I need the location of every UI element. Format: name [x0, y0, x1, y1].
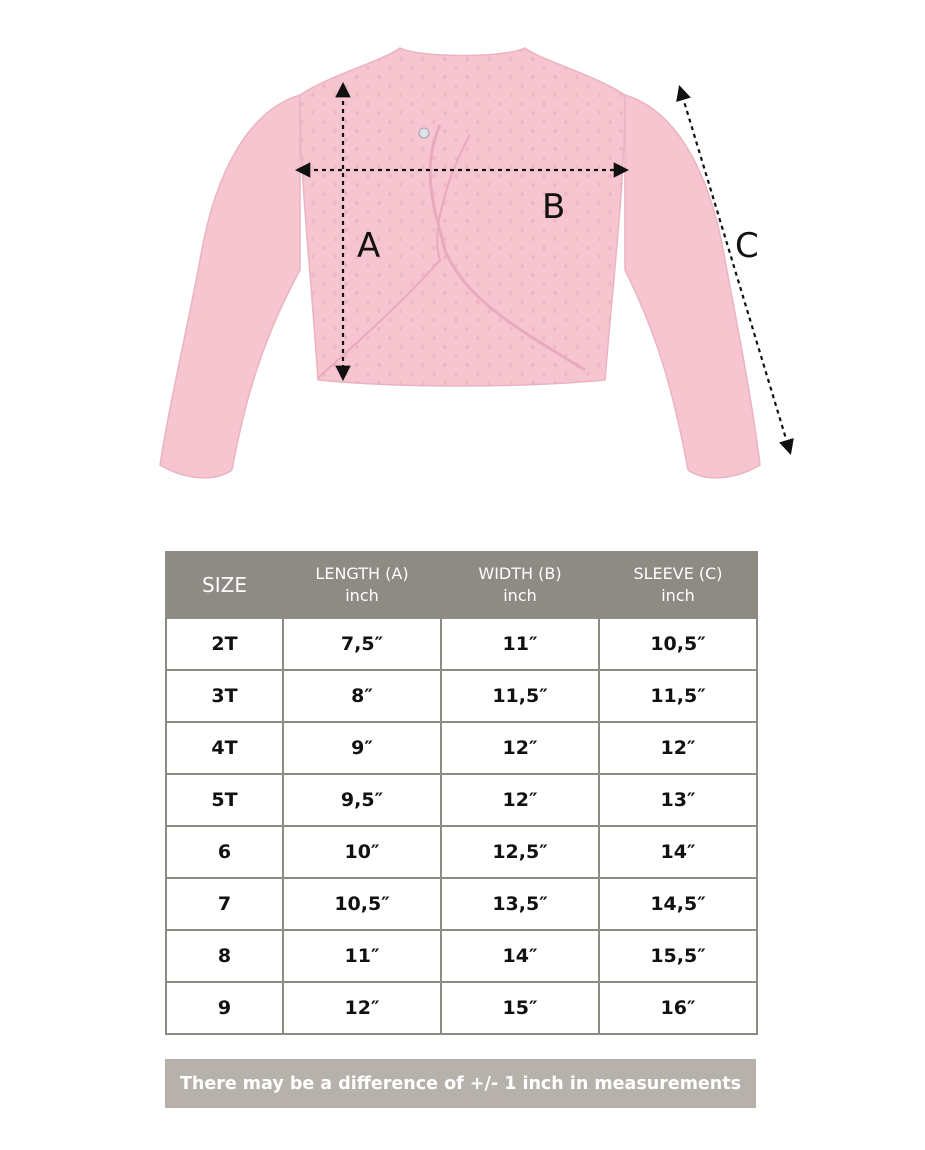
table-row [166, 774, 757, 826]
cell-size: 6 [166, 826, 283, 878]
table-row [166, 670, 757, 722]
cell-width: 11,5″ [441, 670, 599, 722]
cell-sleeve: 12″ [599, 722, 757, 774]
label-a: A [357, 226, 381, 266]
cell-length: 11″ [283, 930, 441, 982]
cell-width: 12″ [441, 722, 599, 774]
size-chart-table [165, 551, 758, 1035]
cell-width: 13,5″ [441, 878, 599, 930]
cell-sleeve: 14″ [599, 826, 757, 878]
cell-length: 12″ [283, 982, 441, 1034]
table-row [166, 618, 757, 670]
cell-size: 9 [166, 982, 283, 1034]
cell-length: 10,5″ [283, 878, 441, 930]
table-header-row [166, 552, 757, 618]
cell-length: 8″ [283, 670, 441, 722]
header-length: LENGTH (A) inch [283, 552, 441, 618]
cell-width: 12,5″ [441, 826, 599, 878]
label-b: B [542, 187, 566, 227]
header-sleeve: SLEEVE (C) inch [599, 552, 757, 618]
cell-size: 3T [166, 670, 283, 722]
cell-size: 4T [166, 722, 283, 774]
cell-length: 7,5″ [283, 618, 441, 670]
cell-width: 15″ [441, 982, 599, 1034]
cell-width: 11″ [441, 618, 599, 670]
header-width: WIDTH (B) inch [441, 552, 599, 618]
cardigan-illustration [0, 0, 925, 520]
table-row [166, 930, 757, 982]
table-row [166, 982, 757, 1034]
cell-width: 12″ [441, 774, 599, 826]
cell-size: 7 [166, 878, 283, 930]
header-size: SIZE [166, 552, 283, 618]
cell-sleeve: 15,5″ [599, 930, 757, 982]
cell-length: 9,5″ [283, 774, 441, 826]
cell-length: 9″ [283, 722, 441, 774]
cell-sleeve: 14,5″ [599, 878, 757, 930]
cell-sleeve: 13″ [599, 774, 757, 826]
table-row [166, 826, 757, 878]
cell-width: 14″ [441, 930, 599, 982]
table-row [166, 878, 757, 930]
cell-sleeve: 16″ [599, 982, 757, 1034]
cell-sleeve: 11,5″ [599, 670, 757, 722]
cell-sleeve: 10,5″ [599, 618, 757, 670]
cell-size: 8 [166, 930, 283, 982]
cardigan-shape [160, 48, 760, 478]
measurement-note: There may be a difference of +/- 1 inch in measurements [165, 1059, 756, 1108]
cell-length: 10″ [283, 826, 441, 878]
cell-size: 5T [166, 774, 283, 826]
table-row [166, 722, 757, 774]
label-c: C [735, 226, 759, 266]
cell-size: 2T [166, 618, 283, 670]
